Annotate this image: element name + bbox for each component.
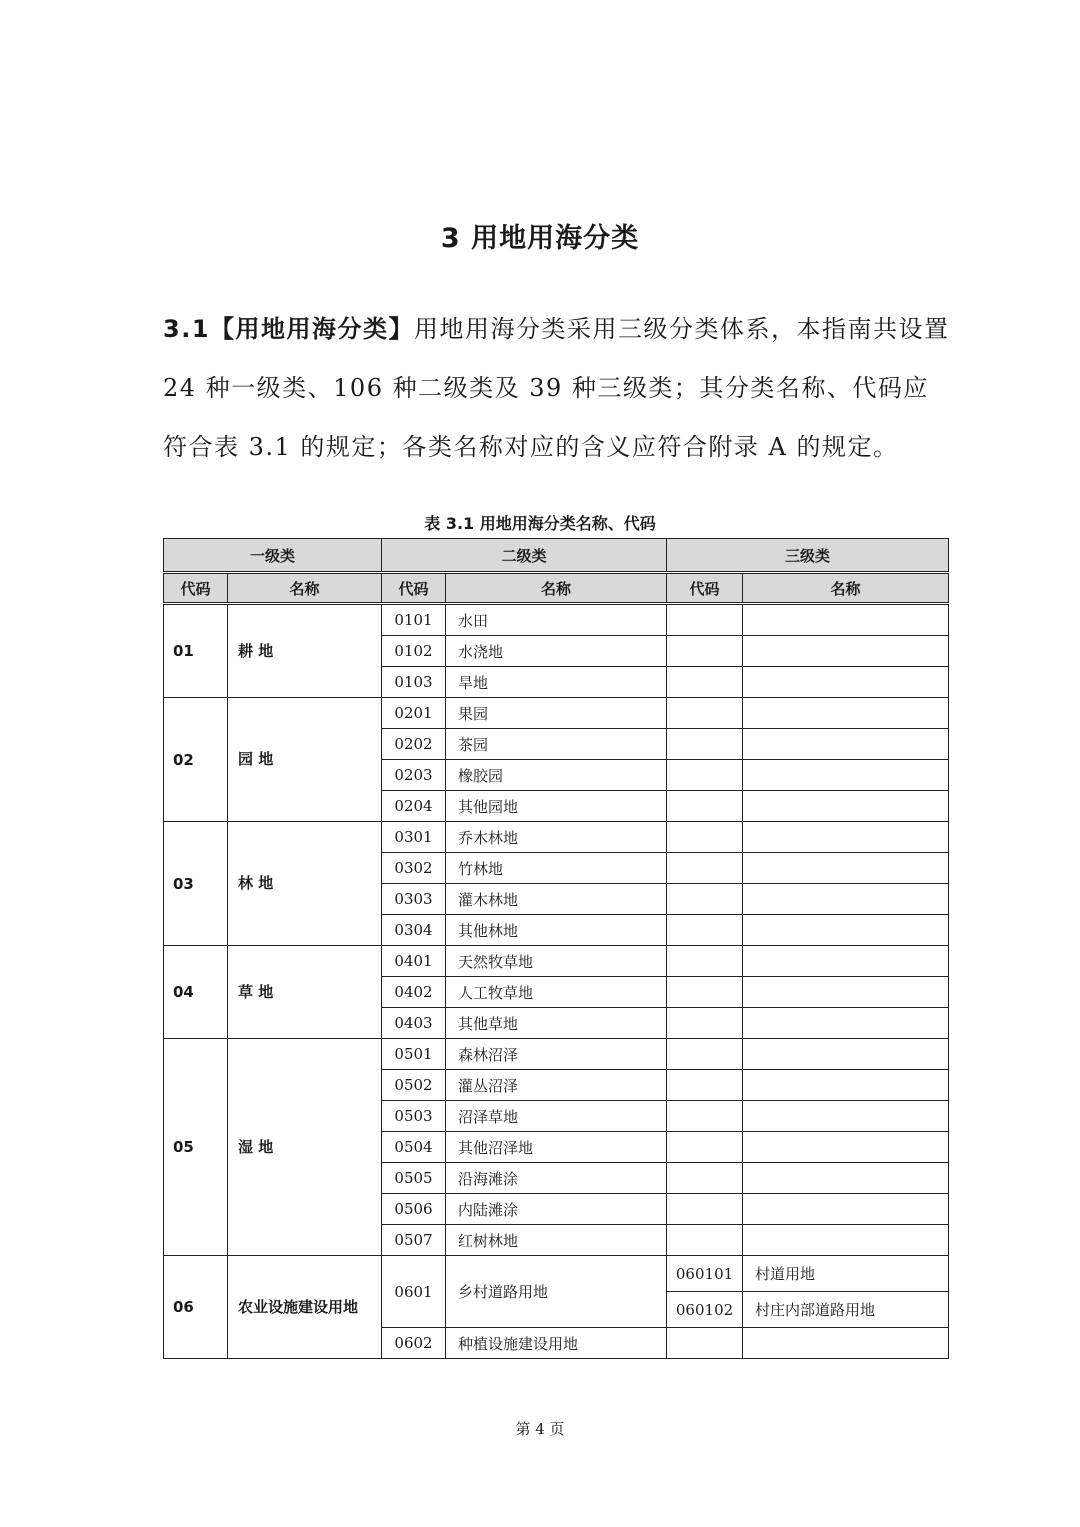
level2-code: 0301 [382,822,446,853]
table-row [164,946,949,977]
level3-code-empty [667,1328,743,1359]
level1-name: 湿 地 [228,1039,382,1256]
level2-code: 0203 [382,760,446,791]
level2-name: 竹林地 [446,853,667,884]
level2-code: 0202 [382,729,446,760]
level3-code-empty [667,604,743,636]
level3-code-empty [667,1039,743,1070]
header-level-1: 一级类 [164,539,382,573]
level3-name-empty [743,1039,949,1070]
level1-name: 园 地 [228,698,382,822]
level3-name-empty [743,977,949,1008]
level2-code: 0602 [382,1328,446,1359]
level2-name: 天然牧草地 [446,946,667,977]
level1-code: 03 [164,822,228,946]
level3-code-empty [667,1008,743,1039]
level3-code: 060101 [667,1256,743,1292]
level2-name: 水浇地 [446,636,667,667]
level1-code: 05 [164,1039,228,1256]
level2-code: 0502 [382,1070,446,1101]
level2-code: 0507 [382,1225,446,1256]
level3-code-empty [667,1101,743,1132]
level3-code-empty [667,884,743,915]
level2-code: 0102 [382,636,446,667]
level2-name: 其他林地 [446,915,667,946]
level3-code-empty [667,1163,743,1194]
level3-name-empty [743,636,949,667]
level1-name: 草 地 [228,946,382,1039]
level2-code: 0302 [382,853,446,884]
level3-code-empty [667,791,743,822]
level3-name-empty [743,1101,949,1132]
level3-code-empty [667,1225,743,1256]
level1-code: 06 [164,1256,228,1359]
level3-code-empty [667,1132,743,1163]
clause-text: 用地用海分类采用三级分类体系，本指南共设置 24 种一级类、106 种二级类及 39 种三级类；其分类名称、代码应符合表 3.1 的规定；各类名称对应的含义应符合附录 A 的规定。 [163,315,950,461]
level3-name-empty [743,1008,949,1039]
header-row-fields [164,573,949,604]
page-number: 第 4 页 [515,1420,565,1438]
level3-code-empty [667,822,743,853]
level2-code: 0403 [382,1008,446,1039]
level2-code: 0505 [382,1163,446,1194]
level3-code-empty [667,1070,743,1101]
level3-name-empty [743,698,949,729]
header-code: 代码 [382,573,446,604]
level1-name: 耕 地 [228,604,382,698]
table-row [164,698,949,729]
level3-name-empty [743,884,949,915]
level3-code-empty [667,729,743,760]
level2-name: 乡村道路用地 [446,1256,667,1328]
level3-name-empty [743,1328,949,1359]
level1-code: 01 [164,604,228,698]
level3-code-empty [667,853,743,884]
level2-name: 沼泽草地 [446,1101,667,1132]
level3-name-empty [743,1163,949,1194]
level1-code: 04 [164,946,228,1039]
level3-code-empty [667,667,743,698]
header-level-3: 三级类 [667,539,949,573]
classification-table [163,538,949,1359]
level3-code: 060102 [667,1292,743,1328]
level1-name: 农业设施建设用地 [228,1256,382,1359]
level3-name-empty [743,915,949,946]
level2-name: 灌木林地 [446,884,667,915]
level3-name-empty [743,667,949,698]
level2-code: 0103 [382,667,446,698]
level1-code: 02 [164,698,228,822]
level2-name: 内陆滩涂 [446,1194,667,1225]
level2-code: 0204 [382,791,446,822]
header-code: 代码 [667,573,743,604]
level2-code: 0501 [382,1039,446,1070]
level2-code: 0401 [382,946,446,977]
level2-code: 0304 [382,915,446,946]
header-name: 名称 [446,573,667,604]
level2-name: 森林沼泽 [446,1039,667,1070]
level2-code: 0402 [382,977,446,1008]
table-caption: 表 3.1 用地用海分类名称、代码 [424,514,656,533]
level3-code-empty [667,760,743,791]
level3-code-empty [667,698,743,729]
level2-name: 乔木林地 [446,822,667,853]
level3-name-empty [743,729,949,760]
chapter-title: 3 用地用海分类 [440,223,640,254]
level3-name-empty [743,853,949,884]
clause-heading: 3.1【用地用海分类】 [163,315,415,343]
level3-name-empty [743,604,949,636]
level1-name: 林 地 [228,822,382,946]
header-code: 代码 [164,573,228,604]
level2-name: 其他草地 [446,1008,667,1039]
level2-code: 0504 [382,1132,446,1163]
level2-code: 0201 [382,698,446,729]
table-row [164,1039,949,1070]
level3-code-empty [667,915,743,946]
level2-name: 旱地 [446,667,667,698]
level2-code: 0101 [382,604,446,636]
level2-code: 0506 [382,1194,446,1225]
table-body [164,604,949,1359]
table-row [164,604,949,636]
level2-name: 橡胶园 [446,760,667,791]
level3-code-empty [667,636,743,667]
level2-name: 其他沼泽地 [446,1132,667,1163]
header-level-2: 二级类 [382,539,667,573]
level3-name-empty [743,1194,949,1225]
level2-name: 人工牧草地 [446,977,667,1008]
level2-code: 0303 [382,884,446,915]
level2-code: 0503 [382,1101,446,1132]
level3-name-empty [743,946,949,977]
level3-name: 村道用地 [743,1256,949,1292]
level2-name: 种植设施建设用地 [446,1328,667,1359]
level3-name-empty [743,1132,949,1163]
level3-code-empty [667,946,743,977]
level3-name: 村庄内部道路用地 [743,1292,949,1328]
level3-name-empty [743,760,949,791]
level2-name: 沿海滩涂 [446,1163,667,1194]
level2-name: 灌丛沼泽 [446,1070,667,1101]
level3-code-empty [667,1194,743,1225]
level3-name-empty [743,822,949,853]
level2-name: 红树林地 [446,1225,667,1256]
level3-name-empty [743,1070,949,1101]
level3-name-empty [743,791,949,822]
header-name: 名称 [743,573,949,604]
level2-name: 茶园 [446,729,667,760]
level3-code-empty [667,977,743,1008]
level2-code: 0601 [382,1256,446,1328]
level2-name: 水田 [446,604,667,636]
table-row [164,1256,949,1292]
table-row [164,822,949,853]
header-name: 名称 [228,573,382,604]
level3-name-empty [743,1225,949,1256]
level2-name: 其他园地 [446,791,667,822]
header-row-levels [164,539,949,573]
section-paragraph [163,300,953,477]
level2-name: 果园 [446,698,667,729]
